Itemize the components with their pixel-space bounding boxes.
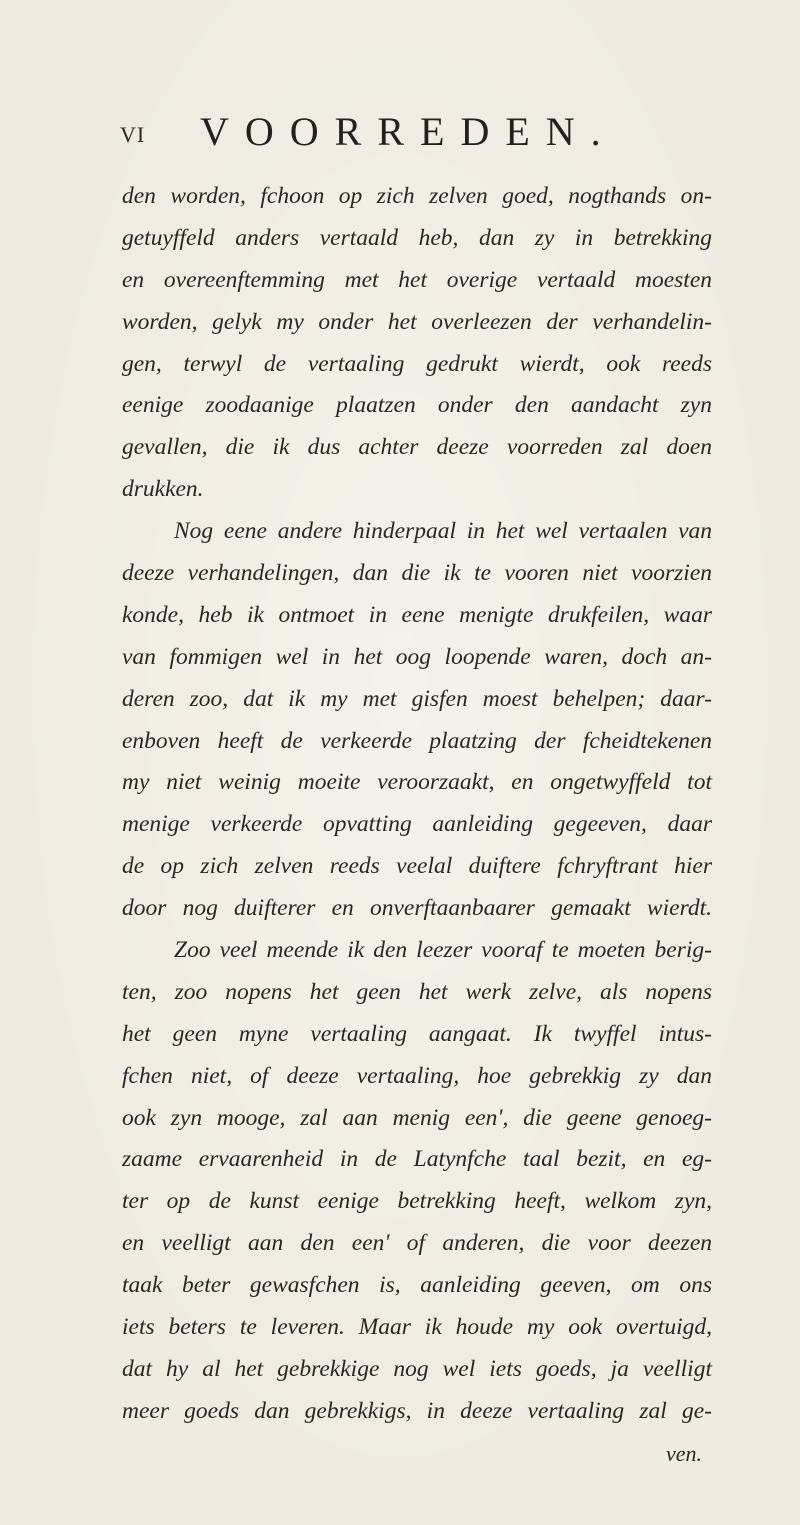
text-line: de op zich zelven reeds veelal duiftere fchryftrant hier xyxy=(122,853,712,880)
page-number: VI xyxy=(120,122,146,147)
text-line: worden, gelyk my onder het overleezen der verhandelin- xyxy=(122,308,712,335)
text-line: iets beters te leveren. Maar ik houde my ook overtuigd, xyxy=(122,1314,712,1341)
text-line: door nog duifterer en onverftaanbaarer gemaakt wierdt. xyxy=(122,895,712,922)
text-line: het geen myne vertaaling aangaat. Ik twyffel intus- xyxy=(122,1020,712,1047)
text-line: den worden, fchoon op zich zelven goed, nogthands on- xyxy=(122,183,712,209)
page-header xyxy=(0,108,800,168)
text-line: zaame ervaarenheid in de Latynfche taal bezit, en eg- xyxy=(122,1146,712,1173)
text-line: my niet weinig moeite veroorzaakt, en ongetwyffeld tot xyxy=(122,769,712,796)
body-text xyxy=(122,176,712,1475)
text-line: drukken. xyxy=(122,476,204,503)
text-line: gen, terwyl de vertaaling gedrukt wierdt, ook reeds xyxy=(122,350,712,377)
text-line: deren zoo, dat ik my met gisfen moest behelpen; daar- xyxy=(122,685,712,712)
text-line: getuyffeld anders vertaald heb, dan zy in betrekking xyxy=(122,224,712,251)
running-title: VOORREDEN. xyxy=(200,109,617,154)
text-line: enboven heeft de verkeerde plaatzing der fcheidtekenen xyxy=(122,727,712,754)
text-line: deeze verhandelingen, dan die ik te vooren niet voorzien xyxy=(122,560,712,587)
text-line: en overeenftemming met het overige vertaald moesten xyxy=(122,266,712,293)
text-line: Zoo veel meende ik den leezer vooraf te moeten berig- xyxy=(174,937,712,964)
text-line: meer goeds dan gebrekkigs, in deeze vertaaling zal ge- xyxy=(122,1397,712,1424)
text-line: van fommigen wel in het oog loopende waren, doch an- xyxy=(122,643,712,670)
text-line: en veelligt aan den een' of anderen, die voor deezen xyxy=(122,1230,712,1257)
text-line: ter op de kunst eenige betrekking heeft, welkom zyn, xyxy=(122,1188,712,1215)
text-line: dat hy al het gebrekkige nog wel iets goeds, ja veelligt xyxy=(122,1355,712,1382)
text-line: ten, zoo nopens het geen het werk zelve, als nopens xyxy=(122,978,712,1005)
text-line: Nog eene andere hinderpaal in het wel vertaalen van xyxy=(174,518,712,545)
text-line: taak beter gewasfchen is, aanleiding geeven, om ons xyxy=(122,1272,712,1299)
catchword: ven. xyxy=(665,1440,702,1466)
text-line: konde, heb ik ontmoet in eene menigte drukfeilen, waar xyxy=(122,601,712,628)
text-line: ook zyn mooge, zal aan menig een', die geene genoeg- xyxy=(122,1104,712,1131)
text-line: fchen niet, of deeze vertaaling, hoe gebrekkig zy dan xyxy=(122,1062,712,1089)
text-line: menige verkeerde opvatting aanleiding gegeeven, daar xyxy=(122,811,712,838)
text-line: gevallen, die ik dus achter deeze voorreden zal doen xyxy=(122,434,712,461)
text-line: eenige zoodaanige plaatzen onder den aandacht zyn xyxy=(122,392,712,419)
